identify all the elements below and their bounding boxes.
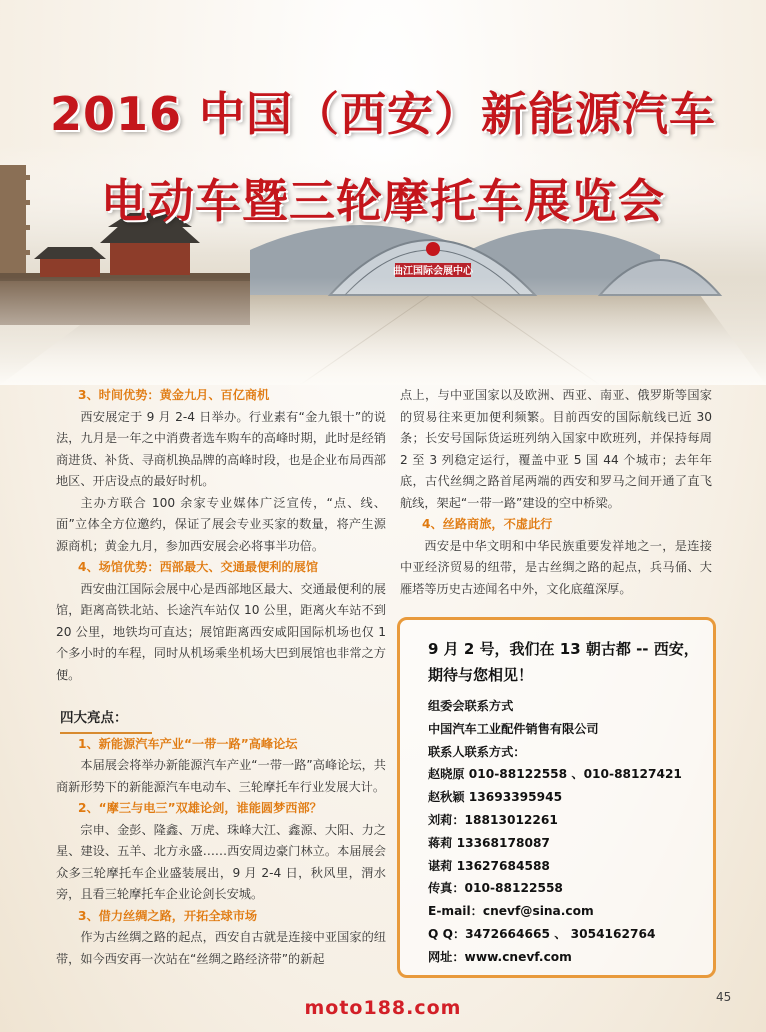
title-line-1: 2016 中国（西安）新能源汽车 <box>49 87 717 141</box>
left-column <box>56 385 386 970</box>
contact-email[interactable]: E-mail：cnevf@sina.com <box>428 904 594 919</box>
banner <box>0 0 766 385</box>
contact-headline: 9 月 2 号，我们在 13 朝古都 -- 西安，期待与您相见！ <box>428 640 699 684</box>
page-number: 45 <box>716 990 732 1004</box>
section-3-paragraph-1: 西安展定于 9 月 2-4 日举办。行业素有“金九银十”的说法，九月是一年之中消费者选车购车的高峰时期，此时是经销商进货、补货、寻商机换品牌的高峰时段，也是企业布局西部地区、开店设点的最好时机。 <box>56 409 386 488</box>
highlight-4-paragraph: 西安是中华文明和中华民族重要发祥地之一，是连接中亚经济贸易的纽带，是古丝绸之路的起点，兵马俑、大雁塔等历史古迹闻名中外，文化底蕴深厚。 <box>400 538 712 596</box>
contact-box <box>397 617 716 978</box>
highlights-heading: 四大亮点： <box>60 708 152 734</box>
contact-persons-label: 联系人联系方式： <box>428 744 526 759</box>
contact-fax: 传真：010-88122558 <box>428 881 563 896</box>
contact-website[interactable]: 网址：www.cnevf.com <box>428 949 572 964</box>
contact-phone-line: 谌莉 13627684588 <box>428 858 550 873</box>
highlight-2-heading: 2、“摩三与电三”双雄论剑，谁能圆梦西部？ <box>78 801 322 815</box>
highlight-3-continued: 点上，与中亚国家以及欧洲、西亚、南亚、俄罗斯等国家的贸易往来更加便利频繁。目前西安的国际航线已近 30 条；长安号国际货运班列纳入国家中欧班列，并保持每周 2 至 3 列稳定运行，覆盖中亚 5 国 44 个城市；去年年底，古代丝绸之路首尾两端的西安和罗马之间开通了直飞航线，架起“一带一路”建设的空中桥梁。 <box>400 388 712 510</box>
contact-phone-line: 赵秋颖 13693395945 <box>428 790 563 805</box>
right-column <box>400 385 712 600</box>
highlight-1-paragraph: 本届展会将举办新能源汽车产业“一带一路”高峰论坛，共商新形势下的新能源汽车电动车、三轮摩托车行业发展大计。 <box>56 758 386 794</box>
contact-org-label: 组委会联系方式 <box>428 699 514 713</box>
contact-qq: Q Q：3472664665 、 3054162764 <box>428 926 656 941</box>
highlight-1-heading: 1、新能源汽车产业“一带一路”高峰论坛 <box>78 736 298 751</box>
highlight-3-paragraph: 作为古丝绸之路的起点，西安自古就是连接中亚国家的纽带，如今西安再一次站在“丝绸之路经济带”的新起 <box>56 930 386 966</box>
highlight-4-heading: 4、丝路商旅，不虚此行 <box>422 517 553 531</box>
contact-company: 中国汽车工业配件销售有限公司 <box>428 721 599 736</box>
section-3-heading: 3、时间优势：黄金九月、百亿商机 <box>78 388 270 402</box>
section-4-heading: 4、场馆优势：西部最大、交通最便利的展馆 <box>78 560 319 574</box>
highlight-2-paragraph: 宗申、金彭、隆鑫、万虎、珠峰大江、鑫源、大阳、力之星、建设、五羊、北方永盛……西安周边豪门林立。本届展会众多三轮摩托车企业盛装展出，9 月 2-4 日，秋风里，渭水旁，且看三轮摩托车企业论剑长安城。 <box>56 822 386 901</box>
footer-watermark-site: moto188.com <box>304 997 462 1019</box>
contact-phone-line: 刘莉：18813012261 <box>428 812 558 827</box>
contact-phone-line: 赵晓原 010-88122558 、010-88127421 <box>428 767 682 782</box>
contact-phone-line: 蒋莉 13368178087 <box>428 835 550 850</box>
contact-list <box>428 695 708 969</box>
title-line-2: 电动车暨三轮摩托车展览会 <box>101 174 665 228</box>
highlight-3-heading: 3、借力丝绸之路，开拓全球市场 <box>78 908 258 923</box>
section-3-paragraph-2: 主办方联合 100 余家专业媒体广泛宣传，“点、线、面”立体全方位邀约，保证了展会专业买家的数量，将产生源源商机；黄金九月，参加西安展会必将事半功倍。 <box>56 495 386 553</box>
section-4-paragraph: 西安曲江国际会展中心是西部地区最大、交通最便利的展馆，距离高铁北站、长途汽车站仅 10 公里，距离火车站不到 20 公里，地铁均可直达；展馆距离西安咸阳国际机场也仅 1 个多小时的车程，同时从机场乘坐机场大巴到展馆也非常之方便。 <box>56 581 386 682</box>
